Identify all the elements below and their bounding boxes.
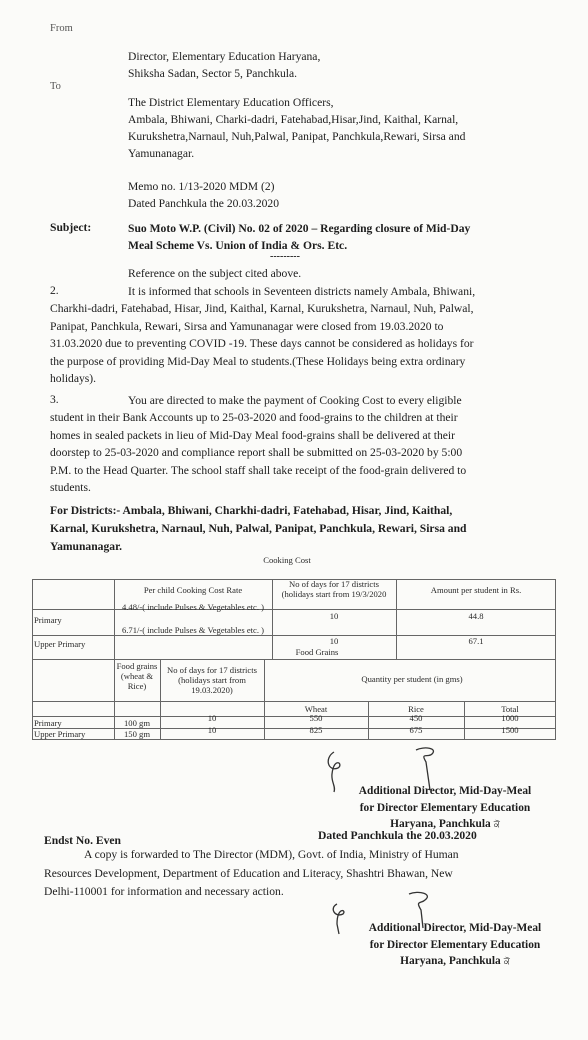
food-subheader-total: Total	[501, 704, 519, 714]
to-line: The District Elementary Education Officers,	[128, 96, 334, 109]
food-row-days: 10	[207, 725, 217, 735]
para3-line: doorstep to 25-03-2020 and compliance report shall be submitted on 25-03-2020 by 5:00	[50, 446, 463, 460]
food-row-rice: 450	[409, 713, 423, 723]
signature-line: Haryana, Panchkula	[400, 955, 501, 967]
copy-line: A copy is forwarded to The Director (MDM), Govt. of India, Ministry of Human	[84, 848, 459, 861]
food-subheader-rice: Rice	[408, 704, 424, 714]
districts-line: Yamunanagar.	[50, 540, 123, 553]
memo-block	[128, 178, 279, 212]
to-address	[128, 94, 528, 162]
cooking-header-rate: Per child Cooking Cost Rate	[143, 585, 243, 595]
cooking-row-rate: 4.48/-( include Pulses & Vegetables etc. )	[121, 602, 265, 612]
from-label: From	[50, 23, 73, 34]
para3-number: 3.	[50, 393, 59, 406]
para2-line: Panipat, Panchkula, Rewari, Sirsa and Yamunanagar were closed from 19.03.2020 to	[50, 319, 444, 333]
food-row-wheat: 550	[309, 713, 323, 723]
food-row-level: Upper Primary	[34, 729, 86, 739]
cooking-row-amount: 44.8	[468, 611, 484, 621]
memo-number: Memo no. 1/13-2020 MDM (2)	[128, 180, 275, 193]
allocation-table	[32, 553, 556, 741]
para3-line: You are directed to make the payment of Cooking Cost to every eligible	[128, 394, 462, 407]
para3-line: student in their Bank Accounts up to 25-03-2020 and food-grains to the children at their	[50, 411, 458, 425]
para3-line: homes in sealed packets in lieu of Mid-Day Meal food-grains shall be delivered at their	[50, 428, 456, 442]
cooking-row-rate: 6.71/-( include Pulses & Vegetables etc. )	[121, 625, 265, 635]
signature-block-1	[330, 783, 560, 834]
food-header-grains: Food grains (wheat & Rice)	[116, 661, 158, 691]
reference-line: Reference on the subject cited above.	[128, 267, 302, 280]
endorsement-date: Dated Panchkula the 20.03.2020	[318, 829, 477, 842]
food-row-rice: 675	[409, 725, 423, 735]
cooking-header-amount: Amount per student in Rs.	[430, 585, 522, 595]
para2-number: 2.	[50, 284, 59, 297]
food-header-days: No of days for 17 districts (holidays start from 19.03.2020)	[167, 665, 257, 695]
subject-rule: ---------	[270, 251, 300, 262]
paragraph-3	[50, 392, 536, 496]
cooking-row-amount: 67.1	[468, 636, 484, 646]
food-row-days: 10	[207, 713, 217, 723]
food-row-total: 1000	[501, 713, 519, 723]
to-line: Ambala, Bhiwani, Charki-dadri, Fatehabad,Hisar,Jind, Kaithal, Karnal,	[128, 113, 459, 126]
cooking-row-level: Upper Primary	[34, 639, 86, 649]
cooking-row-level: Primary	[34, 615, 62, 625]
endorsement-number: Endst No. Even	[44, 834, 121, 847]
copy-line: Resources Development, Department of Education and Literacy, Shashtri Bhawan, New	[44, 866, 453, 880]
subject-line: Meal Scheme Vs. Union of India & Ors. Etc.	[128, 239, 348, 252]
para2-line: 31.03.2020 due to preventing COVID -19. These days cannot be considered as holidays for	[50, 337, 474, 351]
food-row-grains: 100 gm	[123, 718, 151, 728]
cooking-header-days: No of days for 17 districts (holidays start from 19/3/2020	[281, 579, 387, 599]
signature-line: Haryana, Panchkula	[390, 818, 491, 830]
para3-line: P.M. to the Head Quarter. The school staff shall take receipt of the food-grain delivered to	[50, 463, 467, 477]
districts-list	[50, 502, 536, 556]
subject-line: Suo Moto W.P. (Civil) No. 02 of 2020 – Regarding closure of Mid-Day	[128, 222, 471, 235]
cooking-row-days: 10	[329, 636, 339, 646]
signature-line: for Director Elementary Education	[359, 801, 531, 814]
subject-label: Subject:	[50, 221, 92, 234]
signature-block-2	[340, 920, 570, 971]
para2-line: holidays).	[50, 372, 97, 386]
para2-line: Charkhi-dadri, Fatehabad, Hisar, Jind, Kaithal, Karnal, Kurukshetra, Narnaul, Nuh, Palwal,	[50, 302, 474, 316]
signature-line: Additional Director, Mid-Day-Meal	[368, 922, 542, 934]
to-line: Yamunanagar.	[128, 147, 195, 160]
from-line: Shiksha Sadan, Sector 5, Panchkula.	[128, 67, 298, 80]
to-line: Kurukshetra,Narnaul, Nuh,Palwal, Panipat, Panchkula,Rewari, Sirsa and	[128, 130, 466, 143]
signature-mark: ਕੋ	[503, 957, 510, 967]
signature-line: for Director Elementary Education	[369, 938, 541, 951]
food-subheader-wheat: Wheat	[304, 704, 328, 714]
food-row-grains: 150 gm	[123, 729, 151, 739]
signature-mark: ਕੋ	[493, 820, 500, 830]
paragraph-2	[50, 283, 536, 387]
para3-line: students.	[50, 481, 91, 495]
signature-line: Additional Director, Mid-Day-Meal	[358, 785, 532, 797]
cooking-row-days: 10	[329, 611, 339, 621]
para2-line: It is informed that schools in Seventeen districts namely Ambala, Bhiwani,	[128, 285, 476, 298]
subject-text	[128, 220, 538, 254]
districts-line: For Districts:- Ambala, Bhiwani, Charkhi-dadri, Fatehabad, Hisar, Jind, Kaithal,	[50, 504, 453, 517]
food-row-level: Primary	[34, 718, 62, 728]
memo-date: Dated Panchkula the 20.03.2020	[128, 197, 280, 210]
food-grains-title: Food Grains	[295, 647, 339, 657]
cooking-cost-title: Cooking Cost	[263, 555, 311, 565]
food-header-quantity: Quantity per student (in gms)	[361, 674, 463, 684]
districts-line: Karnal, Kurukshetra, Narnaul, Nuh, Palwal, Panipat, Panchkula, Rewari, Sirsa and	[50, 522, 467, 535]
to-label: To	[50, 81, 61, 92]
copy-line: Delhi-110001 for information and necessary action.	[44, 885, 284, 898]
from-address	[128, 48, 320, 82]
para2-line: the purpose of providing Mid-Day Meal to students.(These Holidays being extra ordinary	[50, 354, 466, 368]
food-row-wheat: 825	[309, 725, 323, 735]
from-line: Director, Elementary Education Haryana,	[128, 50, 321, 63]
food-row-total: 1500	[501, 725, 519, 735]
